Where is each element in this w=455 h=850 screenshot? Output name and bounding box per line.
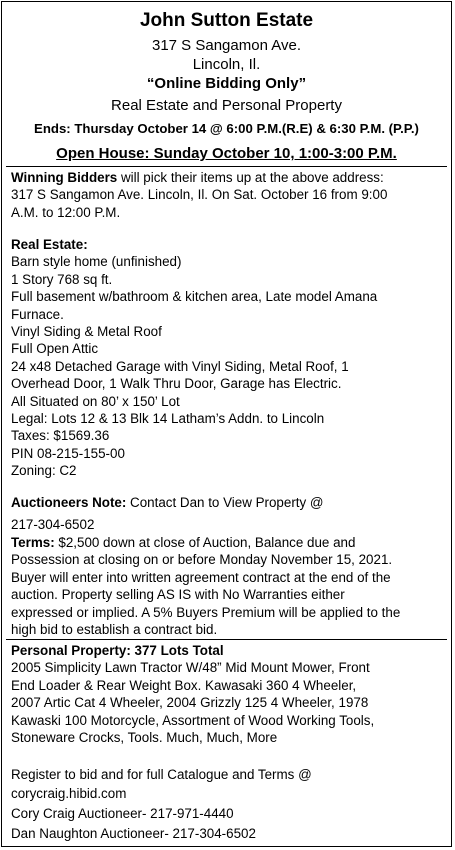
winning-bidders-label: Winning Bidders	[11, 170, 118, 185]
real-estate-line: Overhead Door, 1 Walk Thru Door, Garage has Electric.	[11, 376, 342, 392]
real-estate-line: Full basement w/bathroom & kitchen area, Late model Amana	[11, 289, 378, 305]
terms-section	[11, 534, 443, 638]
terms-line: expressed or implied. A 5% Buyers Premium will be applied to the	[11, 604, 401, 620]
personal-property-section	[11, 642, 443, 746]
real-estate-line: Legal: Lots 12 & 13 Blk 14 Latham’s Addn. to Lincoln	[11, 411, 325, 427]
terms-label: Terms:	[11, 535, 55, 550]
terms-line: Buyer will enter into written agreement contract at the end of the	[11, 569, 391, 585]
winning-bidders-text: will pick their items up at the above address:	[117, 170, 384, 185]
auctioneers-note-section	[11, 492, 443, 536]
property-types: Real Estate and Personal Property	[111, 97, 342, 114]
personal-property-line: Kawaski 100 Motorcycle, Assortment of Wood Working Tools,	[11, 712, 375, 728]
real-estate-line: All Situated on 80’ x 150’ Lot	[11, 393, 180, 409]
personal-property-line: Stoneware Crocks, Tools. Much, Much, More	[11, 730, 278, 746]
terms-line: Possession at closing on or before Monday November 15, 2021.	[11, 552, 393, 568]
real-estate-heading: Real Estate:	[11, 237, 88, 252]
personal-property-heading: Personal Property: 377 Lots Total	[11, 643, 224, 658]
register-section	[11, 765, 443, 803]
estate-title: John Sutton Estate	[139, 10, 314, 31]
register-text: Register to bid and for full Catalogue and Terms @	[11, 767, 312, 782]
address-line-1: 317 S Sangamon Ave.	[151, 37, 301, 54]
auctioneer-contacts	[11, 804, 443, 844]
personal-property-line: 2005 Simplicity Lawn Tractor W/48” Mid Mount Mower, Front	[11, 660, 370, 676]
winning-bidders-line: 317 S Sangamon Ave. Lincoln, Il. On Sat. October 16 from 9:00	[11, 187, 388, 203]
winning-bidders-section	[11, 169, 443, 221]
terms-line: auction. Property selling AS IS with No Warranties either	[11, 587, 345, 603]
real-estate-line: Taxes: $1569.36	[11, 428, 110, 444]
auctioneers-note-phone: 217-304-6502	[11, 517, 95, 532]
terms-text: $2,500 down at close of Auction, Balance due and	[54, 535, 356, 550]
auctioneers-note-label: Auctioneers Note:	[11, 495, 127, 510]
real-estate-section	[11, 236, 443, 480]
open-house-date: Open House: Sunday October 10, 1:00-3:00 P.M.	[56, 145, 397, 162]
personal-property-line: 2007 Artic Cat 4 Wheeler, 2004 Grizzly 125 4 Wheeler, 1978	[11, 695, 369, 711]
online-bidding-note: “Online Bidding Only”	[146, 75, 307, 92]
real-estate-line: PIN 08-215-155-00	[11, 445, 125, 461]
real-estate-line: 1 Story 768 sq ft.	[11, 271, 113, 287]
real-estate-line: Furnace.	[11, 306, 64, 322]
real-estate-line: Barn style home (unfinished)	[11, 254, 182, 270]
winning-bidders-line: A.M. to 12:00 P.M.	[11, 204, 121, 220]
divider	[6, 639, 447, 640]
real-estate-line: Full Open Attic	[11, 341, 99, 357]
real-estate-line: Zoning: C2	[11, 463, 77, 479]
real-estate-line: Vinyl Siding & Metal Roof	[11, 324, 162, 340]
terms-line: high bid to establish a contract bid.	[11, 622, 218, 638]
divider	[6, 166, 447, 167]
address-line-2: Lincoln, Il.	[192, 56, 261, 73]
real-estate-line: 24 x48 Detached Garage with Vinyl Siding, Metal Roof, 1	[11, 358, 349, 374]
auction-end-times: Ends: Thursday October 14 @ 6:00 P.M.(R.E) & 6:30 P.M. (P.P.)	[34, 121, 419, 136]
cory-craig-contact: Cory Craig Auctioneer- 217-971-4440	[11, 806, 234, 821]
personal-property-line: End Loader & Rear Weight Box. Kawasaki 360 4 Wheeler,	[11, 677, 357, 693]
auctioneers-note-text: Contact Dan to View Property @	[126, 495, 324, 510]
auction-ad	[1, 1, 452, 847]
dan-naughton-contact: Dan Naughton Auctioneer- 217-304-6502	[11, 826, 256, 841]
register-website-link[interactable]: corycraig.hibid.com	[11, 786, 127, 801]
